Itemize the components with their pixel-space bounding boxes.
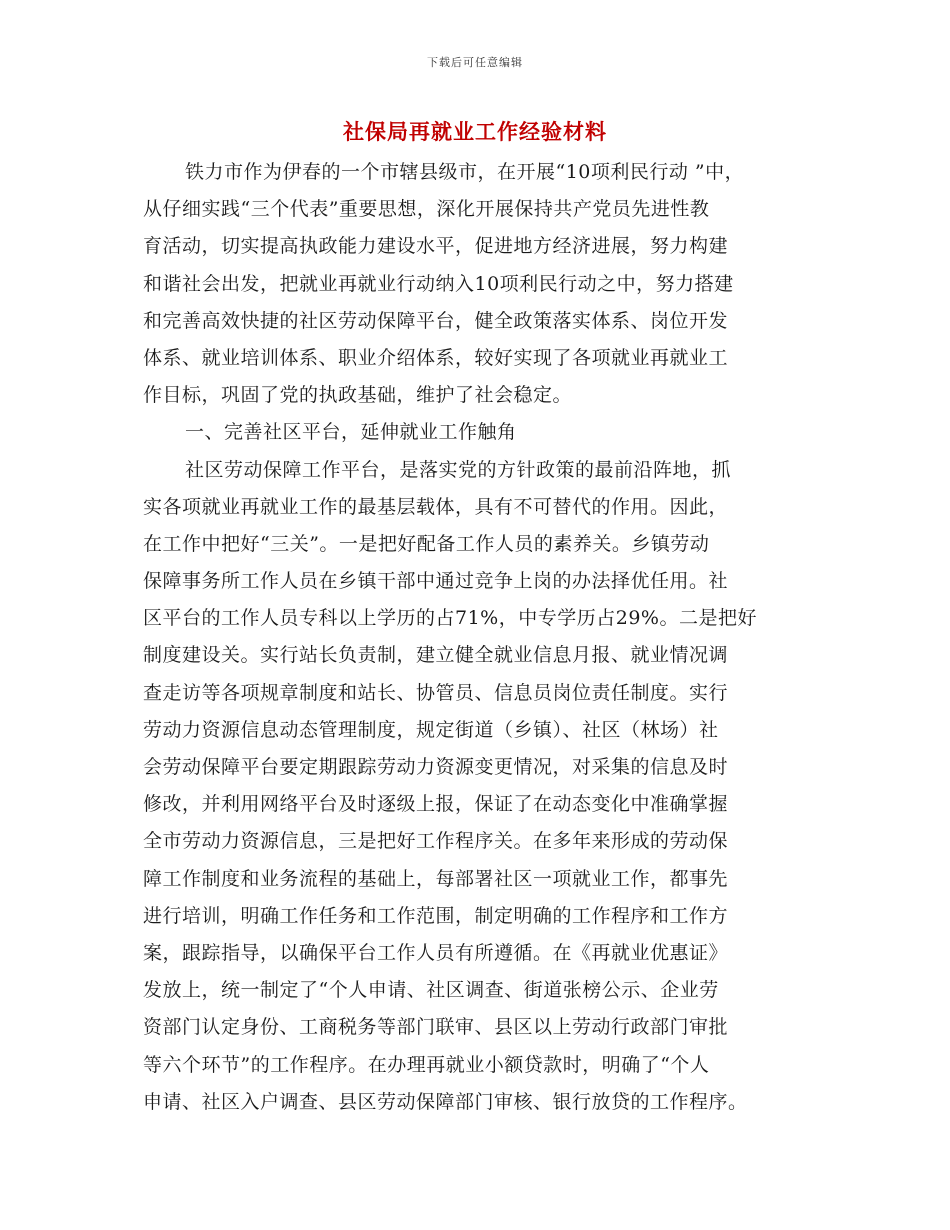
text-line: 劳动力资源信息动态管理制度，规定街道（乡镇）、社区（林场）社: [143, 718, 719, 741]
document-title: 社保局再就业工作经验材料: [343, 119, 607, 144]
text-line: 等六个环节”的工作程序。在办理再就业小额贷款时，明确了“个人: [143, 1053, 710, 1076]
text-line: 申请、社区入户调查、县区劳动保障部门审核、银行放贷的工作程序。: [143, 1090, 748, 1113]
text-line: 育活动，切实提高执政能力建设水平，促进地方经济进展，努力构建: [143, 235, 729, 258]
text-line: 会劳动保障平台要定期跟踪劳动力资源变更情况，对采集的信息及时: [143, 756, 729, 778]
text-line: 全市劳动力资源信息，三是把好工作程序关。在多年来形成的劳动保: [143, 830, 729, 853]
text-line: 障工作制度和业务流程的基础上，每部署社区一项就业工作，都事先: [143, 867, 729, 890]
text-line: 保障事务所工作人员在乡镇干部中通过竞争上岗的办法择优任用。社: [143, 570, 729, 593]
text-line: 体系、就业培训体系、职业介绍体系，较好实现了各项就业再就业工: [143, 346, 729, 369]
text-line: 作目标，巩固了党的执政基础，维护了社会稳定。: [143, 384, 573, 407]
text-line: 实各项就业再就业工作的最基层载体，具有不可替代的作用。因此，: [143, 495, 729, 518]
text-line: 铁力市作为伊春的一个市辖县级市，在开展“10项利民行动 ”中，: [185, 161, 745, 183]
text-line: 和完善高效快捷的社区劳动保障平台，健全政策落实体系、岗位开发: [143, 309, 729, 332]
text-line: 制度建设关。实行站长负责制，建立健全就业信息月报、就业情况调: [143, 644, 729, 667]
text-line: 资部门认定身份、工商税务等部门联审、县区以上劳动行政部门审批: [143, 1016, 729, 1039]
text-line: 修改，并利用网络平台及时逐级上报，保证了在动态变化中准确掌握: [143, 793, 729, 816]
text-line: 在工作中把好“三关”。一是把好配备工作人员的素养关。乡镇劳动: [143, 532, 710, 555]
text-line: 社区劳动保障工作平台，是落实党的方针政策的最前沿阵地，抓: [185, 458, 732, 481]
text-line: 和谐社会出发，把就业再就业行动纳入10项利民行动之中，努力搭建: [143, 272, 734, 295]
text-line: 进行培训，明确工作任务和工作范围，制定明确的工作程序和工作方: [143, 904, 729, 927]
text-line: 查走访等各项规章制度和站长、协管员、信息员岗位责任制度。实行: [143, 681, 729, 704]
text-line: 从仔细实践“三个代表”重要思想，深化开展保持共产党员先进性教: [143, 198, 710, 221]
text-line: 一、完善社区平台，延伸就业工作触角: [185, 421, 517, 444]
document-body: [143, 154, 808, 1121]
header-note: 下载后可任意编辑: [427, 56, 523, 69]
text-line: 发放上，统一制定了“个人申请、社区调查、街道张榜公示、企业劳: [143, 979, 719, 1002]
text-line: 区平台的工作人员专科以上学历的占71%，中专学历占29%。二是把好: [143, 607, 757, 630]
text-line: 案，跟踪指导，以确保平台工作人员有所遵循。在《再就业优惠证》: [143, 941, 729, 964]
